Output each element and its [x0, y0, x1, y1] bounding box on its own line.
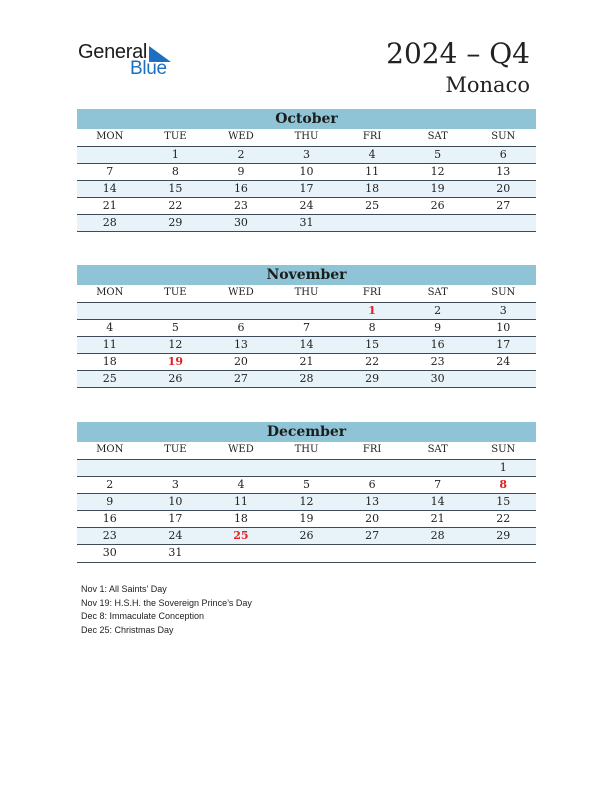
day-cell: 16	[102, 512, 117, 526]
day-cell	[143, 303, 209, 319]
day-cell: 3	[499, 303, 507, 317]
week-row	[77, 181, 536, 198]
month-header: November	[77, 265, 536, 285]
day-cell: 15	[168, 181, 183, 195]
day-cell: 27	[496, 199, 511, 213]
holiday-note: Dec 25: Christmas Day	[81, 624, 174, 635]
day-cell: 27	[233, 372, 248, 386]
day-cell: 1	[499, 460, 507, 474]
day-cell: 13	[233, 337, 248, 351]
weekday-label: THU	[294, 131, 319, 142]
day-cell: 23	[430, 355, 445, 369]
day-cell	[208, 460, 274, 476]
weekday-row	[77, 442, 536, 460]
day-cell: 26	[430, 199, 445, 213]
holiday-note: Nov 19: H.S.H. the Sovereign Prince’s Day	[81, 597, 252, 608]
weekday-label: THU	[294, 444, 319, 455]
logo-blue-text: Blue	[130, 58, 167, 79]
day-cell: 10	[496, 320, 511, 334]
day-cell: 23	[233, 199, 248, 213]
day-cell: 6	[237, 320, 245, 334]
day-cell: 23	[102, 529, 117, 543]
week-row	[77, 147, 536, 164]
day-cell: 6	[368, 477, 376, 491]
day-cell	[470, 545, 536, 561]
logo	[78, 41, 178, 81]
day-cell: 21	[430, 512, 445, 526]
week-row	[77, 545, 536, 562]
day-cell: 21	[299, 355, 314, 369]
weekday-row	[77, 285, 536, 303]
day-cell	[470, 371, 536, 387]
week-row	[77, 477, 536, 494]
holiday-day-cell: 8	[499, 477, 508, 491]
day-cell: 4	[237, 477, 245, 491]
week-row	[77, 337, 536, 354]
day-cell: 25	[102, 372, 117, 386]
weekday-label: MON	[96, 287, 124, 298]
day-cell	[470, 215, 536, 231]
day-cell: 3	[171, 477, 179, 491]
weekday-label: WED	[228, 444, 254, 455]
day-cell: 8	[171, 164, 179, 178]
day-cell: 16	[430, 337, 445, 351]
day-cell: 20	[233, 355, 248, 369]
day-cell: 28	[299, 372, 314, 386]
day-cell: 7	[434, 477, 442, 491]
week-row	[77, 198, 536, 215]
day-cell: 12	[299, 494, 314, 508]
day-cell: 4	[368, 147, 376, 161]
holiday-note: Nov 1: All Saints’ Day	[81, 584, 167, 594]
day-cell: 12	[168, 337, 183, 351]
week-row	[77, 215, 536, 232]
day-cell: 13	[365, 494, 380, 508]
weekday-label: WED	[228, 287, 254, 298]
day-cell: 29	[365, 372, 380, 386]
day-cell: 12	[430, 164, 445, 178]
day-cell: 5	[303, 477, 311, 491]
day-cell	[274, 545, 340, 561]
weekday-label: SAT	[427, 444, 448, 455]
day-cell: 4	[106, 320, 114, 334]
day-cell: 25	[365, 199, 380, 213]
day-cell: 30	[102, 546, 117, 560]
day-cell: 6	[499, 147, 507, 161]
day-cell: 13	[496, 164, 511, 178]
week-row	[77, 303, 536, 320]
day-cell: 11	[102, 337, 117, 351]
day-cell: 28	[430, 529, 445, 543]
day-cell: 17	[496, 337, 511, 351]
day-cell	[274, 303, 340, 319]
day-cell: 14	[102, 181, 117, 195]
day-cell	[274, 460, 340, 476]
day-cell	[77, 147, 143, 163]
weekday-label: WED	[228, 131, 254, 142]
page-subtitle: Monaco	[445, 73, 530, 97]
day-cell: 9	[106, 494, 114, 508]
day-cell: 24	[299, 199, 314, 213]
day-cell: 11	[233, 494, 248, 508]
day-cell: 22	[168, 199, 183, 213]
day-cell: 5	[171, 320, 179, 334]
weekday-label: SUN	[491, 444, 516, 455]
day-cell: 14	[430, 494, 445, 508]
day-cell: 21	[102, 199, 117, 213]
weekday-label: THU	[294, 287, 319, 298]
day-cell: 10	[168, 494, 183, 508]
day-cell: 15	[365, 337, 380, 351]
day-cell: 1	[171, 147, 179, 161]
week-row	[77, 460, 536, 477]
week-row	[77, 164, 536, 181]
day-cell: 24	[168, 529, 183, 543]
page-title: 2024 – Q4	[386, 37, 530, 70]
day-cell: 3	[303, 147, 311, 161]
weekday-label: FRI	[362, 131, 382, 142]
weekday-label: SAT	[427, 131, 448, 142]
day-cell: 17	[299, 181, 314, 195]
day-cell: 5	[434, 147, 442, 161]
day-cell: 28	[102, 216, 117, 230]
day-cell: 15	[496, 494, 511, 508]
month-header: October	[77, 109, 536, 129]
day-cell	[405, 460, 471, 476]
weekday-label: SUN	[491, 287, 516, 298]
weekday-label: TUE	[164, 444, 187, 455]
day-cell: 20	[496, 181, 511, 195]
day-cell: 30	[233, 216, 248, 230]
calendar-month-december	[77, 422, 536, 563]
weekday-label: TUE	[164, 131, 187, 142]
day-cell	[208, 545, 274, 561]
day-cell: 7	[106, 164, 114, 178]
day-cell: 11	[365, 164, 380, 178]
holiday-day-cell: 1	[368, 303, 376, 317]
calendar-month-october	[77, 109, 536, 232]
day-cell: 22	[496, 512, 511, 526]
week-row	[77, 528, 536, 545]
weekday-row	[77, 129, 536, 147]
day-cell	[339, 215, 405, 231]
day-cell: 31	[299, 216, 314, 230]
weekday-label: FRI	[362, 444, 382, 455]
day-cell: 19	[430, 181, 445, 195]
day-cell: 8	[368, 320, 376, 334]
day-cell	[77, 303, 143, 319]
weekday-label: SAT	[427, 287, 448, 298]
day-cell: 31	[168, 546, 183, 560]
week-row	[77, 354, 536, 371]
day-cell: 24	[496, 355, 511, 369]
day-cell	[143, 460, 209, 476]
month-header: December	[77, 422, 536, 442]
day-cell	[77, 460, 143, 476]
day-cell	[405, 215, 471, 231]
day-cell	[208, 303, 274, 319]
holiday-note: Dec 8: Immaculate Conception	[81, 611, 205, 622]
day-cell: 14	[299, 337, 314, 351]
day-cell	[339, 460, 405, 476]
day-cell: 18	[233, 512, 248, 526]
day-cell: 26	[299, 529, 314, 543]
weekday-label: SUN	[491, 131, 516, 142]
week-row	[77, 511, 536, 528]
day-cell: 2	[106, 477, 114, 491]
weekday-label: MON	[96, 444, 124, 455]
day-cell: 26	[168, 372, 183, 386]
day-cell: 17	[168, 512, 183, 526]
day-cell: 2	[434, 303, 442, 317]
holiday-day-cell: 19	[167, 355, 184, 369]
week-row	[77, 371, 536, 388]
day-cell: 18	[365, 181, 380, 195]
day-cell: 22	[365, 355, 380, 369]
day-cell: 29	[168, 216, 183, 230]
day-cell: 20	[365, 512, 380, 526]
weekday-label: MON	[96, 131, 124, 142]
day-cell: 30	[430, 372, 445, 386]
week-row	[77, 494, 536, 511]
day-cell: 9	[237, 164, 245, 178]
day-cell: 18	[102, 355, 117, 369]
day-cell: 2	[237, 147, 245, 161]
calendar-month-november	[77, 265, 536, 388]
day-cell: 16	[233, 181, 248, 195]
day-cell: 27	[365, 529, 380, 543]
weekday-label: TUE	[164, 287, 187, 298]
week-row	[77, 320, 536, 337]
day-cell: 7	[303, 320, 311, 334]
day-cell: 29	[496, 529, 511, 543]
day-cell	[405, 545, 471, 561]
logo-general-text: General	[78, 41, 148, 63]
day-cell	[339, 545, 405, 561]
holiday-notes	[81, 583, 252, 637]
day-cell: 19	[299, 512, 314, 526]
holiday-day-cell: 25	[233, 529, 249, 543]
day-cell: 10	[299, 164, 314, 178]
day-cell: 9	[434, 320, 442, 334]
weekday-label: FRI	[362, 287, 382, 298]
